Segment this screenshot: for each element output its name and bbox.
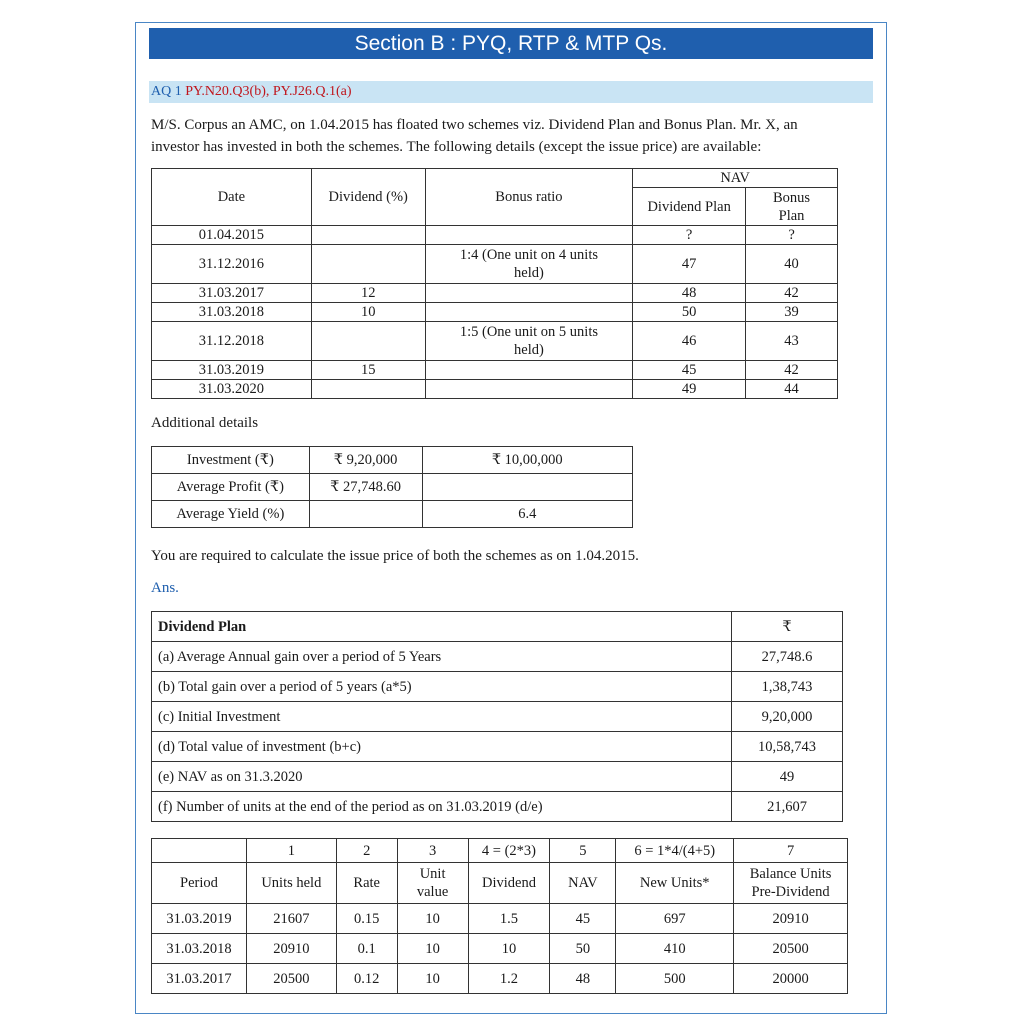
cell-period: 31.03.2019 [152, 904, 247, 934]
cell-balance-units: 20500 [734, 934, 848, 964]
cell-dividend [311, 322, 425, 361]
cell-rate: 0.15 [336, 904, 397, 934]
cell-label: Investment (₹) [152, 447, 310, 474]
cell-nav: 50 [550, 934, 616, 964]
cell-label: (f) Number of units at the end of the period as on 31.03.2019 (d/e) [152, 792, 732, 822]
cell-bonus [425, 322, 633, 361]
column-header-row [152, 863, 848, 904]
cell-nav: 45 [550, 904, 616, 934]
cell-units-held: 21607 [246, 904, 336, 934]
cell-label: (a) Average Annual gain over a period of 5 Years [152, 642, 732, 672]
cell-rate: 0.12 [336, 964, 397, 994]
table-row [152, 226, 838, 245]
header-bonus-plan-line2: Plan [778, 207, 805, 224]
cell-period: 31.03.2018 [152, 934, 247, 964]
table-row [152, 284, 838, 303]
table-row [152, 792, 843, 822]
additional-details-table [151, 446, 633, 528]
cell-dividend [311, 380, 425, 399]
cell-label: (e) NAV as on 31.3.2020 [152, 762, 732, 792]
table-row [152, 474, 633, 501]
table-row [152, 732, 843, 762]
cell-value: 9,20,000 [732, 702, 843, 732]
intro-line-2: investor has invested in both the schemes. The following details (except the issue price) are available: [151, 139, 762, 155]
intro-line-1: M/S. Corpus an AMC, on 1.04.2015 has floated two schemes viz. Dividend Plan and Bonus Plan. Mr. X, an [151, 117, 798, 133]
cell-bonus [425, 226, 633, 245]
table-row [152, 934, 848, 964]
cell-nav-bonus: 39 [746, 303, 838, 322]
header-unit-value-line1: Unit [419, 866, 446, 882]
question-number: AQ 1 [151, 84, 182, 99]
section-banner: Section B : PYQ, RTP & MTP Qs. [149, 28, 873, 59]
question-bar [149, 81, 873, 103]
header-bonus-ratio: Bonus ratio [425, 169, 633, 226]
table-row [152, 361, 838, 380]
cell-bonus [425, 284, 633, 303]
cell-dividend-plan [309, 501, 422, 528]
cell-dividend: 12 [311, 284, 425, 303]
table-row [152, 322, 838, 361]
table-row [152, 964, 848, 994]
cell-new-units: 410 [616, 934, 734, 964]
units-table [151, 838, 848, 994]
cell-nav-bonus: 40 [746, 245, 838, 284]
cell-label: (b) Total gain over a period of 5 years (a*5) [152, 672, 732, 702]
table-row [152, 245, 838, 284]
cell-value: 27,748.6 [732, 642, 843, 672]
dividend-plan-table [151, 611, 843, 822]
col-number: 4 = (2*3) [468, 839, 550, 863]
cell-bonus [425, 303, 633, 322]
header-dividend: Dividend (%) [311, 169, 425, 226]
cell-nav-bonus: 42 [746, 361, 838, 380]
header-bonus-plan [746, 188, 838, 226]
cell-date: 31.03.2019 [152, 361, 312, 380]
header-balance-units [734, 863, 848, 904]
cell-label: (d) Total value of investment (b+c) [152, 732, 732, 762]
question-intro [151, 114, 871, 158]
column-number-row [152, 839, 848, 863]
cell-rate: 0.1 [336, 934, 397, 964]
cell-nav-dividend: 45 [633, 361, 746, 380]
col-number: 5 [550, 839, 616, 863]
nav-table [151, 168, 838, 399]
cell-new-units: 697 [616, 904, 734, 934]
cell-date: 31.12.2018 [152, 322, 312, 361]
cell-dividend: 15 [311, 361, 425, 380]
cell-dividend: 1.5 [468, 904, 550, 934]
cell-bonus-line2: held) [514, 342, 544, 358]
cell-bonus-line1: 1:5 (One unit on 5 units [459, 324, 598, 340]
cell-balance-units: 20910 [734, 904, 848, 934]
col-number: 6 = 1*4/(4+5) [616, 839, 734, 863]
header-date: Date [152, 169, 312, 226]
cell-dividend-plan: ₹ 9,20,000 [309, 447, 422, 474]
cell-new-units: 500 [616, 964, 734, 994]
cell-bonus-plan: ₹ 10,00,000 [422, 447, 632, 474]
cell-nav-bonus: 42 [746, 284, 838, 303]
cell-nav-dividend: 47 [633, 245, 746, 284]
cell-date: 31.03.2017 [152, 284, 312, 303]
cell-nav-dividend: 46 [633, 322, 746, 361]
cell-dividend: 1.2 [468, 964, 550, 994]
cell-value: 1,38,743 [732, 672, 843, 702]
table-row [152, 904, 848, 934]
header-nav: NAV [633, 169, 838, 188]
header-unit-value [397, 863, 468, 904]
cell-bonus [425, 380, 633, 399]
header-balance-line1: Balance Units [749, 866, 832, 882]
table-row [152, 672, 843, 702]
table-row [152, 702, 843, 732]
cell-nav-dividend: 50 [633, 303, 746, 322]
cell-period: 31.03.2017 [152, 964, 247, 994]
table-row [152, 303, 838, 322]
cell-nav-dividend: ? [633, 226, 746, 245]
cell-date: 31.03.2020 [152, 380, 312, 399]
header-units-held: Units held [246, 863, 336, 904]
cell-nav-dividend: 49 [633, 380, 746, 399]
cell-value: 49 [732, 762, 843, 792]
table-row [152, 447, 633, 474]
header-dividend: Dividend [468, 863, 550, 904]
cell-unit-value: 10 [397, 934, 468, 964]
table-row [152, 762, 843, 792]
cell-nav-bonus: 43 [746, 322, 838, 361]
header-dividend-plan: Dividend Plan [152, 612, 732, 642]
cell-bonus-plan [422, 474, 632, 501]
header-balance-line2: Pre-Dividend [751, 884, 830, 900]
cell-nav-dividend: 48 [633, 284, 746, 303]
header-period: Period [152, 863, 247, 904]
table-row [152, 501, 633, 528]
col-number: 2 [336, 839, 397, 863]
col-number [152, 839, 247, 863]
cell-label: Average Yield (%) [152, 501, 310, 528]
cell-bonus-plan: 6.4 [422, 501, 632, 528]
required-text: You are required to calculate the issue price of both the schemes as on 1.04.2015. [151, 548, 639, 564]
col-number: 1 [246, 839, 336, 863]
table-row [152, 642, 843, 672]
table-row [152, 612, 843, 642]
cell-nav-bonus: ? [746, 226, 838, 245]
cell-units-held: 20910 [246, 934, 336, 964]
header-dividend-plan: Dividend Plan [633, 188, 746, 226]
cell-bonus-line2: held) [514, 265, 544, 281]
cell-date: 01.04.2015 [152, 226, 312, 245]
cell-label: (c) Initial Investment [152, 702, 732, 732]
cell-dividend-plan: ₹ 27,748.60 [309, 474, 422, 501]
cell-dividend: 10 [468, 934, 550, 964]
header-unit: ₹ [732, 612, 843, 642]
header-bonus-plan-line1: Bonus [773, 189, 811, 206]
cell-nav-bonus: 44 [746, 380, 838, 399]
cell-units-held: 20500 [246, 964, 336, 994]
cell-value: 21,607 [732, 792, 843, 822]
answer-label: Ans. [151, 580, 179, 596]
header-rate: Rate [336, 863, 397, 904]
cell-balance-units: 20000 [734, 964, 848, 994]
cell-bonus-line1: 1:4 (One unit on 4 units [459, 247, 598, 263]
cell-dividend [311, 245, 425, 284]
cell-dividend: 10 [311, 303, 425, 322]
header-unit-value-line2: value [416, 884, 449, 900]
question-references: PY.N20.Q3(b), PY.J26.Q.1(a) [185, 84, 352, 99]
cell-date: 31.12.2016 [152, 245, 312, 284]
header-new-units: New Units* [616, 863, 734, 904]
cell-dividend [311, 226, 425, 245]
header-nav: NAV [550, 863, 616, 904]
cell-nav: 48 [550, 964, 616, 994]
col-number: 3 [397, 839, 468, 863]
cell-date: 31.03.2018 [152, 303, 312, 322]
cell-value: 10,58,743 [732, 732, 843, 762]
cell-bonus [425, 245, 633, 284]
cell-unit-value: 10 [397, 964, 468, 994]
additional-details-label: Additional details [151, 415, 259, 431]
col-number: 7 [734, 839, 848, 863]
cell-unit-value: 10 [397, 904, 468, 934]
cell-bonus [425, 361, 633, 380]
table-row [152, 380, 838, 399]
cell-label: Average Profit (₹) [152, 474, 310, 501]
